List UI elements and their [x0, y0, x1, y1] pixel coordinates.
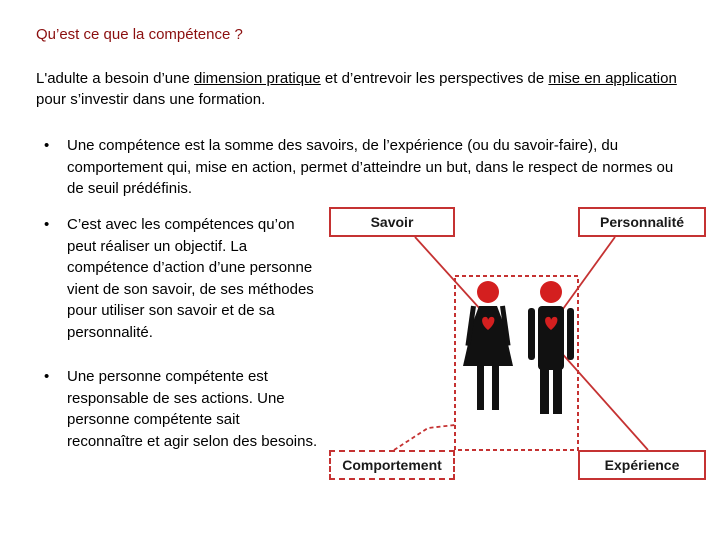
- bullet-text: C’est avec les compétences qu’on peut réaliser un objectif. La compétence d’action d’une personne vient de son savoir, de ses méthodes pour utiliser son savoir et de sa personnalité.: [67, 216, 314, 341]
- intro-underline-1: dimension pratique: [194, 70, 321, 87]
- experience-label: Expérience: [578, 450, 706, 480]
- comportement-label: Comportement: [329, 450, 455, 480]
- woman-figure-icon: [463, 281, 513, 410]
- experience-connector: [550, 340, 648, 450]
- man-figure-icon: [528, 281, 574, 414]
- personnalite-label: Personnalité: [578, 207, 706, 237]
- bullet-marker: •: [44, 216, 50, 233]
- personnalite-connector: [555, 237, 615, 320]
- bullet-text: Une personne compétente est responsable de ses actions. Une personne compétente sait reconnaître et agir selon des besoins.: [67, 368, 318, 450]
- bullet-text: Une compétence est la somme des savoirs, de l’expérience (ou du savoir-faire), du comportement qui, mise en action, permet d’atteindre un but, dans le respect de normes ou de seuil prédéfinis.: [67, 137, 674, 197]
- intro-underline-2: mise en application: [548, 70, 677, 87]
- slide-title: Qu’est ce que la compétence ?: [36, 26, 243, 43]
- savoir-label: Savoir: [329, 207, 455, 237]
- intro-text-2: et d’entrevoir les perspectives de: [320, 70, 549, 87]
- bullet-marker: •: [44, 368, 50, 385]
- intro-text-1: L'adulte a besoin d’une: [36, 70, 194, 87]
- intro-text-3: pour s’investir dans une formation.: [36, 91, 266, 108]
- comportement-connector: [394, 425, 455, 450]
- bullet-marker: •: [44, 137, 50, 154]
